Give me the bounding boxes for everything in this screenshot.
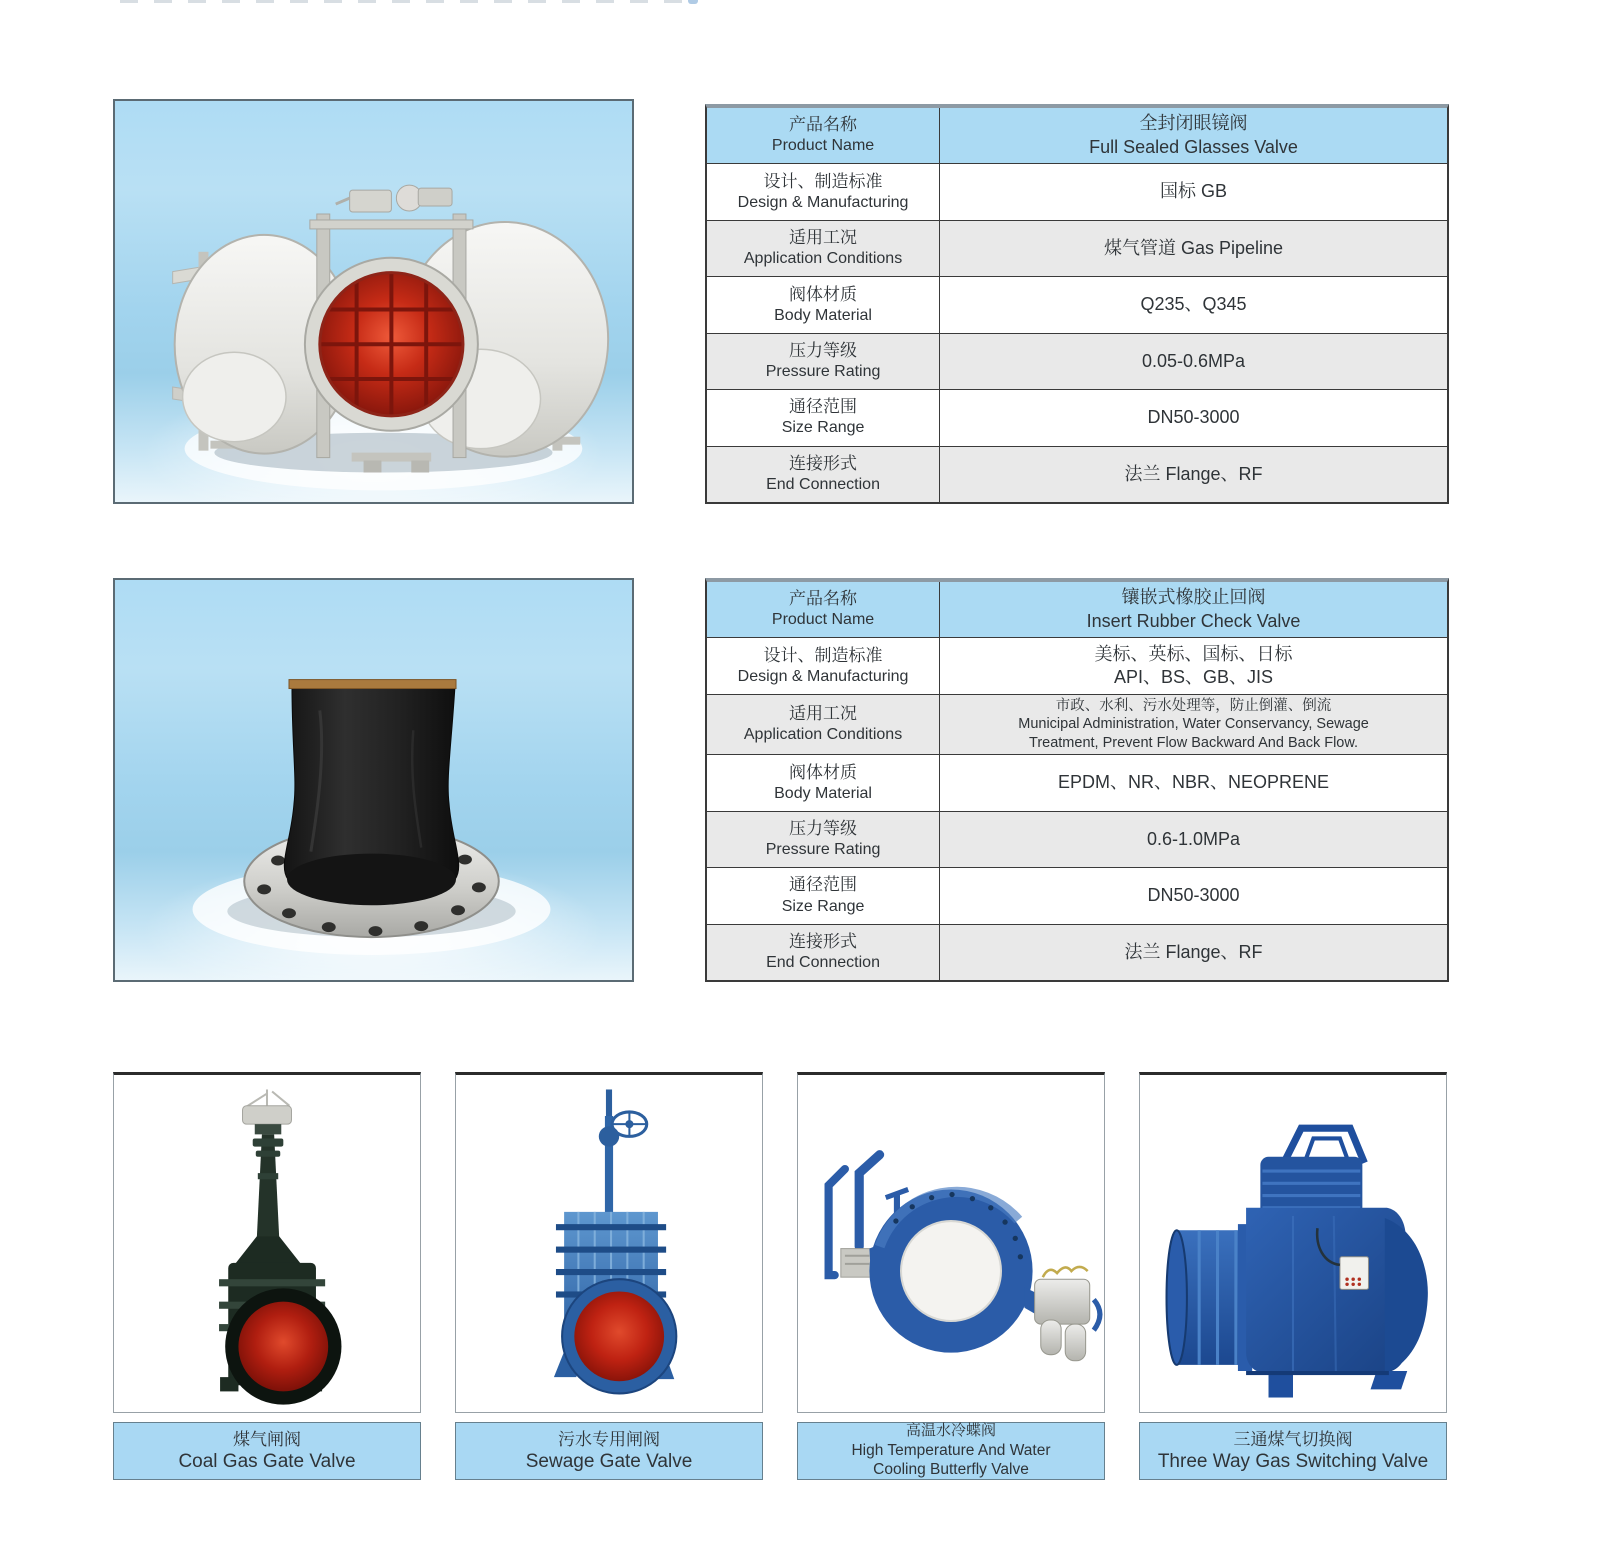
glasses-valve-photo-panel: [113, 99, 634, 504]
spec-row-design-manufacturing: [707, 637, 1447, 693]
spec-row-pressure-rating: [707, 333, 1447, 389]
caption-three-way-valve: [1139, 1422, 1447, 1480]
caption-line-en: Three Way Gas Switching Valve: [1157, 1450, 1429, 1472]
cropped-title-remnant: [120, 0, 685, 3]
card-three-way-valve: [1139, 1072, 1447, 1480]
spec-row-design-manufacturing: [707, 163, 1447, 219]
caption-line-cn: 污水专用闸阀: [558, 1429, 660, 1449]
butterfly-valve-photo: [797, 1072, 1105, 1413]
butterfly-valve-illustration: [798, 1075, 1104, 1412]
caption-line-en: Coal Gas Gate Valve: [178, 1450, 356, 1472]
spec-row-size-range: [707, 867, 1447, 923]
spec-label-cell: 连接形式 End Connection: [707, 925, 940, 980]
caption-butterfly-valve: [797, 1422, 1105, 1480]
spec-label-cell: 适用工况 Application Conditions: [707, 695, 940, 755]
spec-value-cell: 法兰 Flange、RF: [1124, 941, 1263, 962]
spec-value-cell: DN50-3000: [1147, 885, 1240, 906]
spec-table-check-valve: [705, 578, 1449, 982]
three-way-valve-illustration: [1140, 1075, 1446, 1412]
spec-label-cell: 产品名称 Product Name: [707, 582, 940, 637]
spec-label-cell: 压力等级 Pressure Rating: [707, 334, 940, 389]
three-way-valve-photo: [1139, 1072, 1447, 1413]
spec-label-cell: 连接形式 End Connection: [707, 447, 940, 502]
spec-value-cell: 法兰 Flange、RF: [1124, 463, 1263, 484]
spec-value-cell: 美标、英标、国标、日标 API、BS、GB、JIS: [1094, 643, 1293, 688]
check-valve-photo-panel: [113, 578, 634, 982]
spec-value-cell: 全封闭眼镜阀 Full Sealed Glasses Valve: [1089, 113, 1298, 157]
card-butterfly-valve: [797, 1072, 1105, 1480]
card-coal-gas-gate-valve: [113, 1072, 421, 1480]
caption-line-en: Sewage Gate Valve: [525, 1450, 693, 1472]
spec-value-cell: 煤气管道 Gas Pipeline: [1104, 237, 1284, 258]
spec-value-cell: 0.6-1.0MPa: [1147, 828, 1241, 849]
spec-row-body-material: [707, 276, 1447, 332]
spec-row-pressure-rating: [707, 811, 1447, 867]
caption-coal-gas-gate-valve: [113, 1422, 421, 1480]
spec-row-body-material: [707, 754, 1447, 810]
sewage-gate-valve-photo: [455, 1072, 763, 1413]
glasses-valve-illustration: [115, 101, 632, 502]
caption-line-cn: 三通煤气切换阀: [1233, 1429, 1353, 1449]
spec-table-glasses-valve: [705, 104, 1449, 504]
caption-sewage-gate-valve: [455, 1422, 763, 1480]
coal-gas-gate-valve-photo: [113, 1072, 421, 1413]
spec-label-cell: 适用工况 Application Conditions: [707, 221, 940, 276]
card-sewage-gate-valve: [455, 1072, 763, 1480]
spec-row-end-connection: [707, 446, 1447, 502]
spec-label-cell: 产品名称 Product Name: [707, 108, 940, 163]
caption-line-en: Cooling Butterfly Valve: [873, 1461, 1029, 1479]
spec-row-application-conditions: [707, 220, 1447, 276]
spec-value-cell: 市政、水利、污水处理等，防止倒灌、倒流 Municipal Administration, Water Conservancy, Sewage Treatment, Prevent Flow Backward And Back Flow.: [1018, 697, 1369, 751]
rubber-check-valve-illustration: [115, 580, 632, 980]
sewage-gate-valve-illustration: [456, 1075, 762, 1412]
spec-label-cell: 通径范围 Size Range: [707, 390, 940, 445]
spec-label-cell: 通径范围 Size Range: [707, 868, 940, 923]
caption-line-en: High Temperature And Water: [851, 1442, 1051, 1459]
spec-row-end-connection: [707, 924, 1447, 980]
spec-label-cell: 设计、制造标准 Design & Manufacturing: [707, 638, 940, 693]
spec-row-header: [707, 108, 1447, 163]
product-card-row: [113, 1072, 1447, 1480]
cropped-title-mark: [688, 0, 698, 4]
spec-value-cell: 镶嵌式橡胶止回阀 Insert Rubber Check Valve: [1086, 587, 1301, 631]
caption-line-cn: 高温水冷蝶阀: [905, 1422, 996, 1440]
spec-label-cell: 设计、制造标准 Design & Manufacturing: [707, 164, 940, 219]
spec-label-cell: 阀体材质 Body Material: [707, 755, 940, 810]
spec-value-cell: Q235、Q345: [1140, 294, 1247, 315]
spec-value-cell: 0.05-0.6MPa: [1142, 350, 1246, 371]
spec-label-cell: 阀体材质 Body Material: [707, 277, 940, 332]
spec-value-cell: 国标 GB: [1160, 181, 1228, 202]
spec-label-cell: 压力等级 Pressure Rating: [707, 812, 940, 867]
spec-row-application-conditions: [707, 694, 1447, 755]
caption-line-cn: 煤气闸阀: [233, 1429, 301, 1449]
spec-value-cell: DN50-3000: [1147, 407, 1240, 428]
spec-row-header: [707, 582, 1447, 637]
spec-value-cell: EPDM、NR、NBR、NEOPRENE: [1058, 772, 1330, 793]
coal-gas-gate-valve-illustration: [114, 1075, 420, 1412]
spec-row-size-range: [707, 389, 1447, 445]
